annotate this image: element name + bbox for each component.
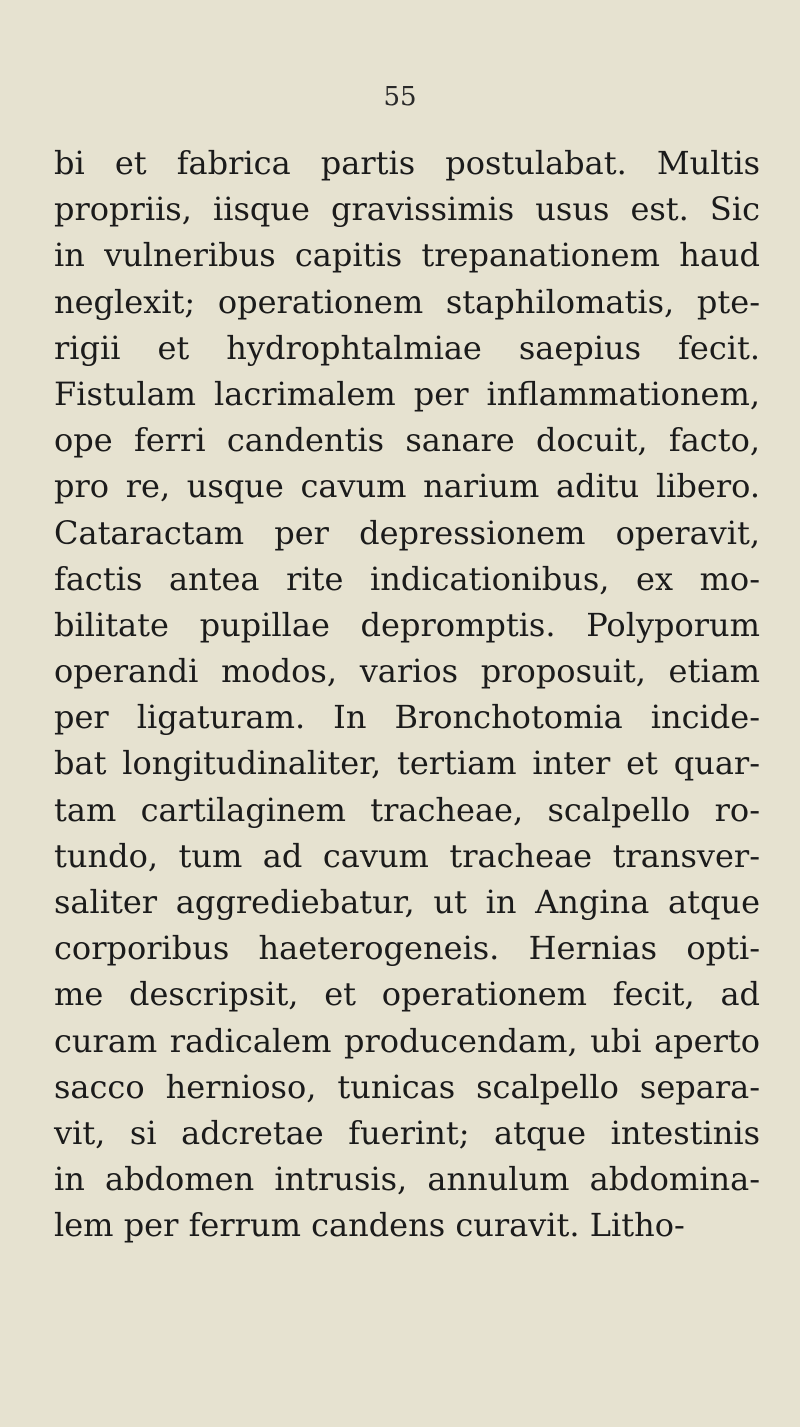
text-line: corporibus haeterogeneis. Hernias opti- [54,929,760,968]
text-line: vit, si adcretae fuerint; atque intestinis [54,1113,760,1152]
text-line: saliter aggrediebatur, ut in Angina atque [54,883,760,921]
text-line: curam radicalem producendam, ubi aperto [54,1021,760,1060]
text-line: in abdomen intrusis, annulum abdomina- [54,1160,760,1199]
text-line: bi et fabrica partis postulabat. Multis [54,144,760,182]
text-line: tundo, tum ad cavum tracheae transver- [54,836,760,875]
text-line: bat longitudinaliter, tertiam inter et quar- [54,744,760,783]
text-line: Cataractam per depressionem operavit, [54,513,760,552]
text-line: bilitate pupillae depromptis. Polyporum [54,605,760,644]
text-line: lem per ferrum candens curavit. Litho- [54,1206,685,1245]
text-line: factis antea rite indicationibus, ex mo- [54,559,760,598]
page-number: 55 [383,82,417,112]
text-line: pro re, usque cavum narium aditu libero. [54,467,760,506]
text-line: sacco hernioso, tunicas scalpello separa- [54,1067,760,1106]
text-line: tam cartilaginem tracheae, scalpello ro- [54,790,760,829]
text-line: rigii et hydrophtalmiae saepius fecit. [54,328,760,367]
body-text [54,140,760,1249]
text-line: operandi modos, varios proposuit, etiam [54,652,760,691]
text-line: propriis, iisque gravissimis usus est. Sic [54,190,760,229]
text-line: in vulneribus capitis trepanationem haud [54,236,760,275]
text-line: per ligaturam. In Bronchotomia incide- [54,698,760,737]
text-line: Fistulam lacrimalem per inflammationem, [54,374,760,413]
text-line: neglexit; operationem staphilomatis, pte- [54,282,760,321]
text-line: me descripsit, et operationem fecit, ad [54,975,760,1014]
text-line: ope ferri candentis sanare docuit, facto, [54,421,760,460]
